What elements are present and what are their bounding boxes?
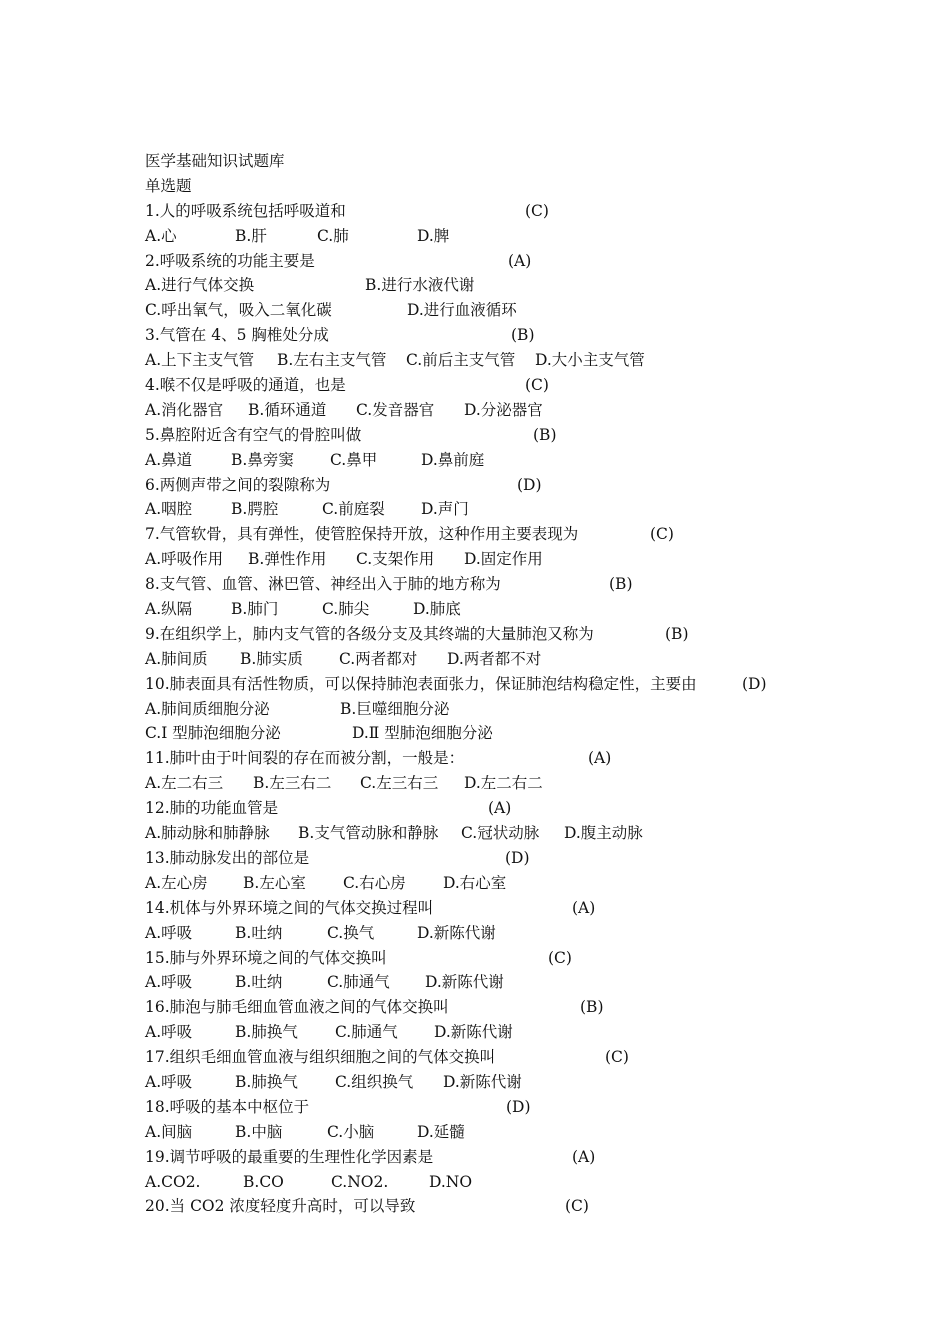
question-10-text: 10.肺表面具有活性物质，可以保持肺泡表面张力，保证肺泡结构稳定性，主要由	[145, 674, 697, 693]
question-17-option-c: C.组织换气	[335, 1072, 414, 1091]
question-17-option-d: D.新陈代谢	[443, 1072, 522, 1091]
question-14-option-d: D.新陈代谢	[417, 923, 496, 942]
question-1-options	[145, 224, 845, 249]
question-8	[145, 572, 845, 597]
question-11-options	[145, 771, 845, 796]
question-19-text: 19.调节呼吸的最重要的生理性化学因素是	[145, 1147, 434, 1166]
question-10	[145, 672, 845, 697]
question-9-option-b: B.肺实质	[240, 649, 303, 668]
question-1-answer: (C)	[525, 201, 549, 220]
question-6-options	[145, 497, 845, 522]
question-17-option-b: B.肺换气	[235, 1072, 298, 1091]
question-8-option-c: C.肺尖	[322, 600, 370, 619]
question-2-options-row-1	[145, 273, 845, 298]
question-4-text: 4.喉不仅是呼吸的通道，也是	[145, 376, 346, 395]
question-14-option-c: C.换气	[327, 923, 375, 942]
question-7-option-d: D.固定作用	[464, 550, 543, 569]
question-10-option-d: D.Ⅱ 型肺泡细胞分泌	[352, 724, 493, 743]
question-6-text: 6.两侧声带之间的裂隙称为	[145, 475, 331, 494]
question-2-option-a: A.进行气体交换	[145, 276, 255, 295]
question-3-option-b: B.左右主支气管	[277, 351, 387, 370]
question-13-text: 13.肺动脉发出的部位是	[145, 848, 310, 867]
question-16-text: 16.肺泡与肺毛细血管血液之间的气体交换叫	[145, 998, 449, 1017]
question-15-text: 15.肺与外界环境之间的气体交换叫	[145, 948, 387, 967]
question-13	[145, 846, 845, 871]
question-18-options	[145, 1120, 845, 1145]
question-20	[145, 1194, 845, 1219]
question-14-options	[145, 921, 845, 946]
question-13-option-b: B.左心室	[243, 873, 306, 892]
question-2	[145, 249, 845, 274]
question-3	[145, 323, 845, 348]
question-4-answer: (C)	[525, 376, 549, 395]
question-19-options	[145, 1170, 845, 1195]
question-14-option-a: A.呼吸	[145, 923, 193, 942]
question-2-option-d: D.进行血液循环	[407, 301, 517, 320]
question-18-answer: (D)	[506, 1097, 531, 1116]
question-4	[145, 373, 845, 398]
question-19-option-d: D.NO	[429, 1172, 473, 1191]
question-8-option-a: A.纵隔	[145, 600, 193, 619]
document-title	[145, 149, 845, 174]
question-16-option-b: B.肺换气	[235, 1023, 298, 1042]
question-9-option-c: C.两者都对	[339, 649, 418, 668]
question-6	[145, 473, 845, 498]
question-6-answer: (D)	[517, 475, 542, 494]
question-5-options	[145, 448, 845, 473]
question-7	[145, 522, 845, 547]
question-3-text: 3.气管在 4、5 胸椎处分成	[145, 326, 329, 345]
question-17-options	[145, 1070, 845, 1095]
question-5-option-d: D.鼻前庭	[421, 450, 485, 469]
question-11	[145, 746, 845, 771]
question-11-option-a: A.左二右三	[145, 774, 224, 793]
question-20-answer: (C)	[565, 1197, 589, 1216]
question-9-option-d: D.两者都不对	[447, 649, 542, 668]
question-3-answer: (B)	[511, 326, 535, 345]
question-17	[145, 1045, 845, 1070]
question-3-option-c: C.前后主支气管	[406, 351, 516, 370]
question-13-answer: (D)	[505, 848, 530, 867]
question-9-options	[145, 647, 845, 672]
section-heading	[145, 174, 845, 199]
question-18-option-d: D.延髓	[417, 1122, 465, 1141]
question-3-option-d: D.大小主支气管	[535, 351, 645, 370]
question-6-option-b: B.腭腔	[231, 500, 279, 519]
question-10-option-b: B.巨噬细胞分泌	[340, 699, 450, 718]
question-4-option-c: C.发音器官	[356, 400, 435, 419]
question-4-option-d: D.分泌器官	[464, 400, 543, 419]
question-18-option-c: C.小脑	[327, 1122, 375, 1141]
question-12-option-d: D.腹主动脉	[564, 824, 643, 843]
question-11-option-c: C.左三右三	[360, 774, 439, 793]
question-16-option-d: D.新陈代谢	[434, 1023, 513, 1042]
question-12-options	[145, 821, 845, 846]
question-15	[145, 946, 845, 971]
question-2-answer: (A)	[508, 251, 532, 270]
question-7-options	[145, 547, 845, 572]
question-20-text: 20.当 CO2 浓度轻度升高时，可以导致	[145, 1197, 416, 1216]
question-17-text: 17.组织毛细血管血液与组织细胞之间的气体交换叫	[145, 1048, 496, 1067]
question-9-text: 9.在组织学上，肺内支气管的各级分支及其终端的大量肺泡又称为	[145, 624, 594, 643]
question-15-option-c: C.肺通气	[327, 973, 390, 992]
question-18-text: 18.呼吸的基本中枢位于	[145, 1097, 310, 1116]
question-4-option-b: B.循环通道	[248, 400, 327, 419]
question-16	[145, 995, 845, 1020]
question-16-options	[145, 1020, 845, 1045]
question-8-options	[145, 597, 845, 622]
question-2-option-b: B.进行水液代谢	[365, 276, 475, 295]
section-heading-text: 单选题	[145, 176, 192, 195]
question-1-option-a: A.心	[145, 226, 177, 245]
question-5	[145, 423, 845, 448]
question-5-option-b: B.鼻旁窦	[231, 450, 294, 469]
question-18-option-a: A.间脑	[145, 1122, 193, 1141]
question-8-option-b: B.肺门	[231, 600, 279, 619]
question-18	[145, 1095, 845, 1120]
question-7-option-a: A.呼吸作用	[145, 550, 224, 569]
question-11-answer: (A)	[588, 749, 612, 768]
question-17-option-a: A.呼吸	[145, 1072, 193, 1091]
question-13-option-a: A.左心房	[145, 873, 208, 892]
question-5-option-a: A.鼻道	[145, 450, 193, 469]
question-1-text: 1.人的呼吸系统包括呼吸道和	[145, 201, 346, 220]
question-17-answer: (C)	[605, 1048, 629, 1067]
question-19-answer: (A)	[572, 1147, 596, 1166]
question-6-option-d: D.声门	[421, 500, 469, 519]
question-13-option-c: C.右心房	[343, 873, 406, 892]
question-1-option-b: B.肝	[235, 226, 267, 245]
question-6-option-c: C.前庭裂	[322, 500, 385, 519]
question-1-option-d: D.脾	[417, 226, 450, 245]
question-7-option-c: C.支架作用	[356, 550, 435, 569]
question-list	[145, 149, 845, 1219]
question-15-option-d: D.新陈代谢	[425, 973, 504, 992]
question-8-answer: (B)	[609, 575, 633, 594]
question-9-option-a: A.肺间质	[145, 649, 208, 668]
question-12-answer: (A)	[488, 799, 512, 818]
question-2-option-c: C.呼出氧气，吸入二氧化碳	[145, 301, 332, 320]
question-18-option-b: B.中脑	[235, 1122, 283, 1141]
question-11-option-b: B.左三右二	[253, 774, 332, 793]
question-2-options-row-2	[145, 298, 845, 323]
question-5-answer: (B)	[533, 425, 557, 444]
question-10-option-a: A.肺间质细胞分泌	[145, 699, 270, 718]
question-19-option-c: C.NO2.	[331, 1172, 389, 1191]
question-3-options	[145, 348, 845, 373]
question-15-options	[145, 970, 845, 995]
question-12-option-b: B.支气管动脉和静脉	[298, 824, 439, 843]
question-5-text: 5.鼻腔附近含有空气的骨腔叫做	[145, 425, 362, 444]
question-19-option-a: A.CO2.	[145, 1172, 201, 1191]
question-16-option-a: A.呼吸	[145, 1023, 193, 1042]
question-11-option-d: D.左二右二	[464, 774, 543, 793]
question-15-answer: (C)	[548, 948, 572, 967]
question-12-option-c: C.冠状动脉	[461, 824, 540, 843]
question-10-option-c: C.Ⅰ 型肺泡细胞分泌	[145, 724, 281, 743]
question-13-options	[145, 871, 845, 896]
question-7-text: 7.气管软骨，具有弹性，使管腔保持开放，这种作用主要表现为	[145, 525, 579, 544]
question-6-option-a: A.咽腔	[145, 500, 193, 519]
question-1-option-c: C.肺	[317, 226, 349, 245]
question-4-options	[145, 398, 845, 423]
question-8-option-d: D.肺底	[413, 600, 461, 619]
question-19-option-b: B.CO	[243, 1172, 284, 1191]
question-10-answer: (D)	[742, 674, 767, 693]
question-16-answer: (B)	[580, 998, 604, 1017]
question-9-answer: (B)	[665, 624, 689, 643]
question-7-option-b: B.弹性作用	[248, 550, 327, 569]
question-15-option-b: B.吐纳	[235, 973, 283, 992]
question-14-text: 14.机体与外界环境之间的气体交换过程叫	[145, 898, 434, 917]
question-10-options-row-2	[145, 721, 845, 746]
question-14-answer: (A)	[572, 898, 596, 917]
question-10-options-row-1	[145, 697, 845, 722]
question-7-answer: (C)	[650, 525, 674, 544]
question-13-option-d: D.右心室	[443, 873, 507, 892]
question-15-option-a: A.呼吸	[145, 973, 193, 992]
question-14-option-b: B.吐纳	[235, 923, 283, 942]
question-11-text: 11.肺叶由于叶间裂的存在而被分割，一般是：	[145, 749, 465, 768]
question-12	[145, 796, 845, 821]
question-2-text: 2.呼吸系统的功能主要是	[145, 251, 315, 270]
question-1	[145, 199, 845, 224]
question-16-option-c: C.肺通气	[335, 1023, 398, 1042]
question-19	[145, 1145, 845, 1170]
question-9	[145, 622, 845, 647]
question-14	[145, 896, 845, 921]
document-title-text: 医学基础知识试题库	[145, 152, 285, 170]
question-12-text: 12.肺的功能血管是	[145, 799, 279, 818]
question-4-option-a: A.消化器官	[145, 400, 224, 419]
question-8-text: 8.支气管、血管、淋巴管、神经出入于肺的地方称为	[145, 575, 501, 594]
question-12-option-a: A.肺动脉和肺静脉	[145, 824, 270, 843]
question-5-option-c: C.鼻甲	[330, 450, 378, 469]
question-3-option-a: A.上下主支气管	[145, 351, 255, 370]
